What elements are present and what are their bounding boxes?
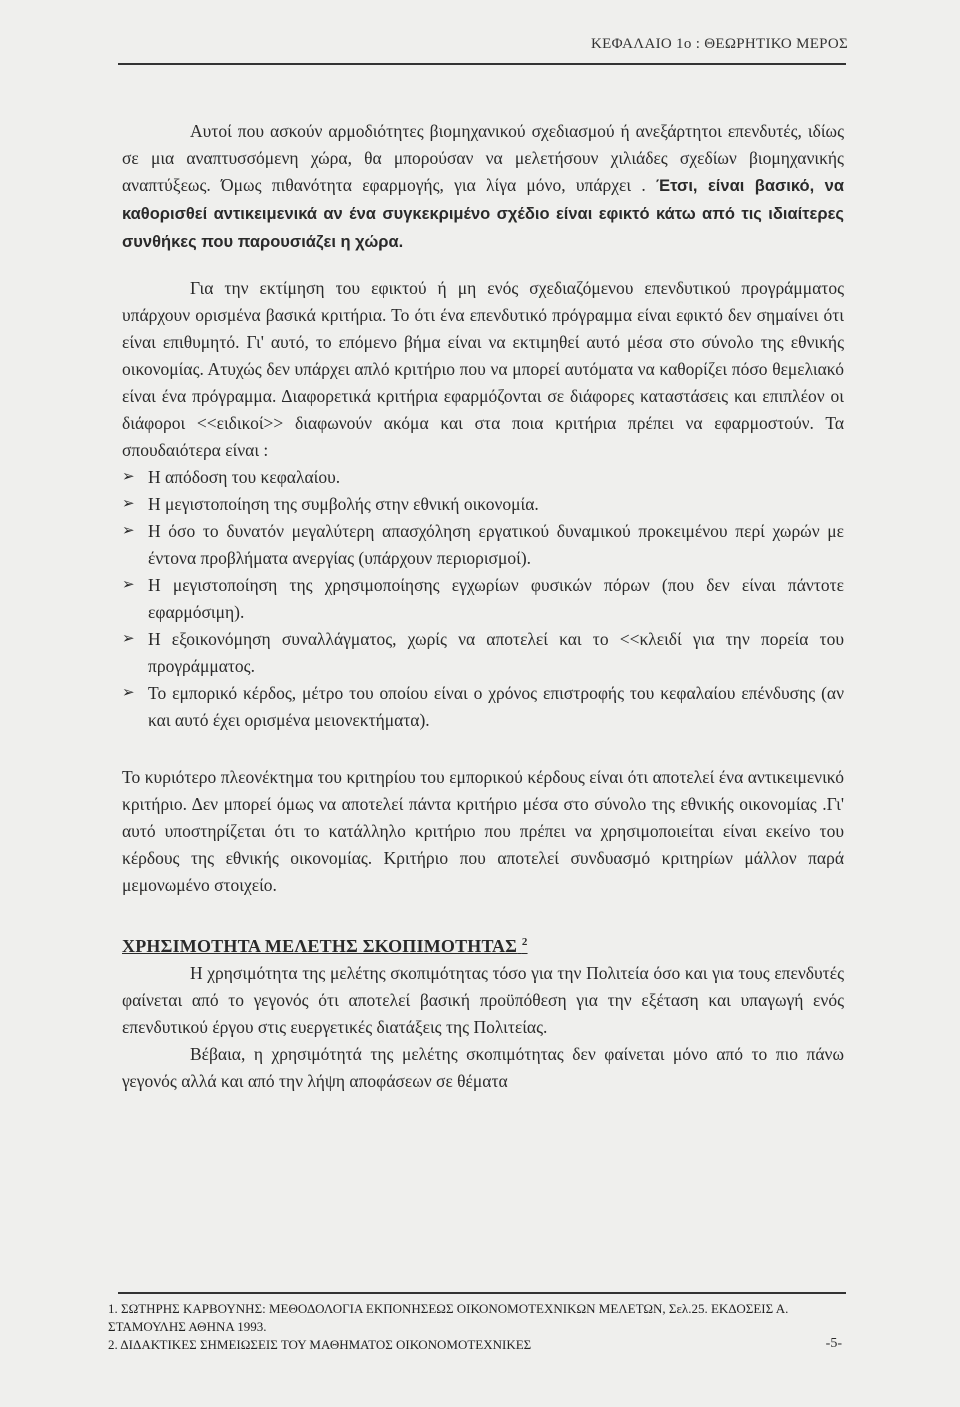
section-title-text: ΧΡΗΣΙΜΟΤΗΤΑ ΜΕΛΕΤΗΣ ΣΚΟΠΙΜΟΤΗΤΑΣ (122, 936, 518, 956)
paragraph-1 (122, 118, 844, 256)
list-item: ➢ Το εμπορικό κέρδος, μέτρο του οποίου είναι ο χρόνος επιστροφής του κεφαλαίου επένδυσης (αν και αυτό έχει ορισμένα μειονεκτήματα). (122, 680, 844, 734)
section-paragraph-2: Βέβαια, η χρησιμότητά της μελέτης σκοπιμότητας δεν φαίνεται μόνο από το πιο πάνω γεγονός αλλά και από την λήψη αποφάσεων σε θέματα (122, 1044, 844, 1091)
paragraph-1-text: Αυτοί που ασκούν αρμοδιότητες βιομηχανικού σχεδιασμού ή ανεξάρτητοι επενδυτές, ιδίως σε μια αναπτυσσόμενη χώρα, θα μπορούσαν να μελετήσουν χιλιάδες σχεδίων βιομηχανικής αναπτύξεως. Όμως πιθανότητα εφαρμογής, για λίγα μόνο, υπάρχει . (122, 121, 844, 195)
list-item: ➢ Η μεγιστοποίηση της συμβολής στην εθνική οικονομία. (122, 491, 844, 518)
list-item: ➢ Η απόδοση του κεφαλαίου. (122, 464, 844, 491)
list-item: ➢ Η μεγιστοποίηση της χρησιμοποίησης εγχωρίων φυσικών πόρων (που δεν είναι πάντοτε εφαρμόσιμη). (122, 572, 844, 626)
paragraph-2: Για την εκτίμηση του εφικτού ή μη ενός σχεδιαζόμενου επενδυτικού προγράμματος υπάρχουν ορισμένα βασικά κριτήρια. Το ότι ένα επενδυτικό πρόγραμμα είναι εφικτό δεν σημαίνει ότι είναι επιθυμητό. Γι' αυτό, το επόμενο βήμα είναι να εκτιμηθεί αυτό μέσα στο σύνολο της εθνικής οικονομίας. Ατυχώς δεν υπάρχει απλό κριτήριο που να μπορεί αυτόματα να καθορίζει πόσο θεμελιακό είναι ένα πρόγραμμα. Διαφορετικά κριτήρια εφαρμόζονται σε διάφορες καταστάσεις και επιπλέον οι διάφοροι <<ειδικοί>> διαφωνούν ακόμα και στα ποια κριτήρια πρέπει να εφαρμοστούν. Τα σπουδαιότερα είναι : (122, 278, 844, 460)
body-text (122, 118, 844, 1095)
criteria-list (122, 464, 844, 734)
arrow-bullet-icon: ➢ (122, 631, 135, 647)
paragraph-3: Το κυριότερο πλεονέκτημα του κριτηρίου του εμπορικού κέρδους είναι ότι αποτελεί ένα αντικειμενικό κριτήριο. Δεν μπορεί όμως να αποτελεί πάντα κριτήριο μέσα στο σύνολο της εθνικής οικονομίας .Γι' αυτό υποστηρίζεται ότι το κατάλληλο κριτήριο που πρέπει να χρησιμοποιείται είναι εκείνο του κέρδους της εθνικής οικονομίας. Κριτήριο που αποτελεί συνδυασμό κριτηρίων μάλλον παρά μεμονωμένο στοιχείο. (122, 767, 844, 895)
arrow-bullet-icon: ➢ (122, 469, 135, 485)
page-number: -5- (825, 1336, 842, 1351)
arrow-bullet-icon: ➢ (122, 496, 135, 512)
footnote-rule (118, 1292, 846, 1294)
footnote-2: 2. ΔΙΔΑΚΤΙΚΕΣ ΣΗΜΕΙΩΣΕΙΣ ΤΟΥ ΜΑΘΗΜΑΤΟΣ ΟΙΚΟΝΟΜΟΤΕΧΝΙΚΕΣ (108, 1337, 532, 1352)
list-item: ➢ Η εξοικονόμηση συναλλάγματος, χωρίς να αποτελεί και το <<κλειδί για την πορεία του προγράμματος. (122, 626, 844, 680)
list-item: ➢ Η όσο το δυνατόν μεγαλύτερη απασχόληση εργατικού δυναμικού προκειμένου περί χωρών με έντονα προβλήματα ανεργίας (υπάρχουν περιορισμοί). (122, 518, 844, 572)
arrow-bullet-icon: ➢ (122, 523, 135, 539)
paragraph-1-bold-text: Έτσι, είναι βασικό, να καθορισθεί αντικειμενικά αν ένα συγκεκριμένο σχέδιο είναι εφικτό κάτω από τις ιδιαίτερες συνθήκες που παρουσιάζει η χώρα. (122, 177, 844, 251)
footnote-1: 1. ΣΩΤΗΡΗΣ ΚΑΡΒΟΥΝΗΣ: ΜΕΘΟΔΟΛΟΓΙΑ ΕΚΠΟΝΗΣΕΩΣ ΟΙΚΟΝΟΜΟΤΕΧΝΙΚΩΝ ΜΕΛΕΤΩΝ, Σελ.25. ΕΚΔΟΣΕΙΣ Α. ΣΤΑΜΟΥΛΗΣ ΑΘΗΝΑ 1993. (108, 1301, 789, 1334)
footnote-ref: 2 (521, 936, 528, 948)
running-header: ΚΕΦΑΛΑΙΟ 1ο : ΘΕΩΡΗΤΙΚΟ ΜΕΡΟΣ (591, 36, 848, 52)
arrow-bullet-icon: ➢ (122, 577, 135, 593)
arrow-bullet-icon: ➢ (122, 685, 135, 701)
header-rule (118, 63, 846, 65)
section-paragraph-1: Η χρησιμότητα της μελέτης σκοπιμότητας τόσο για την Πολιτεία όσο και για τους επενδυτές φαίνεται από το γεγονός ότι αποτελεί βασική προϋπόθεση για την εξέταση και υπαγωγή ενός επενδυτικού έργου στις ευεργετικές διατάξεις της Πολιτείας. (122, 963, 844, 1037)
section-title (122, 929, 844, 960)
footnotes (108, 1300, 848, 1354)
